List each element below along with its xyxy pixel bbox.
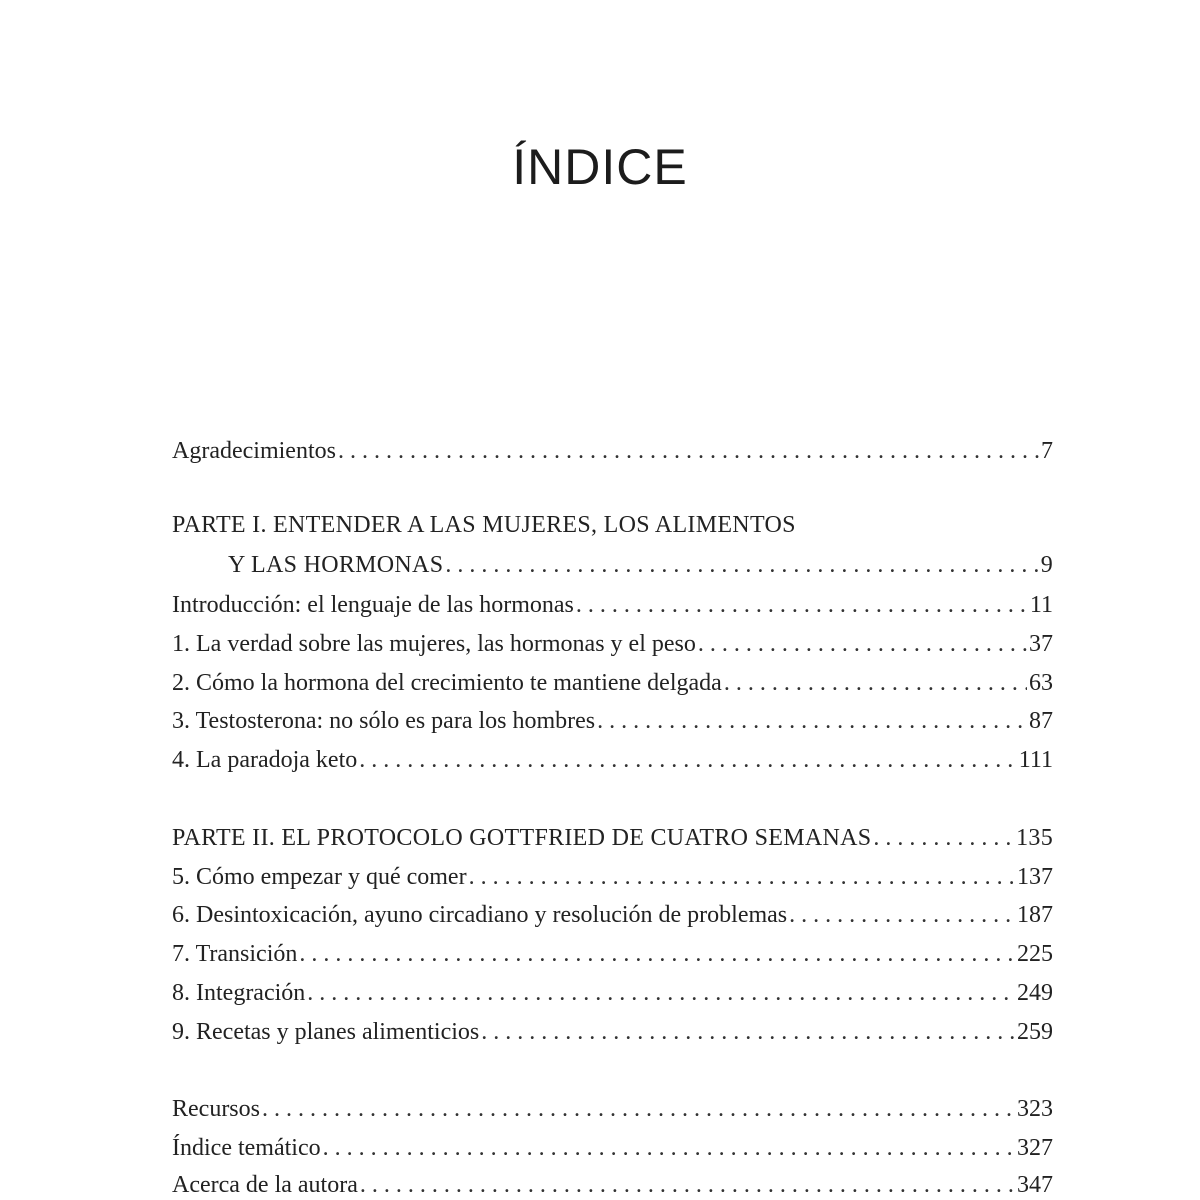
dot-leader (307, 978, 1015, 1008)
toc-entry-label: 3. Testosterona: no sólo es para los hombres (172, 708, 596, 734)
toc-entry-part1 (172, 550, 1053, 580)
toc-entry-page: 63 (1029, 670, 1053, 696)
toc-entry-page: 249 (1017, 980, 1053, 1006)
toc-entry-label: PARTE II. EL PROTOCOLO GOTTFRIED DE CUATRO SEMANAS (172, 825, 872, 851)
toc-entry-label: 4. La paradoja keto (172, 747, 358, 773)
dot-leader (724, 668, 1027, 698)
dot-leader (445, 550, 1038, 580)
toc-entry-label: Introducción: el lenguaje de las hormonas (172, 592, 574, 618)
toc-entry-label: 2. Cómo la hormona del crecimiento te mantiene delgada (172, 670, 722, 696)
toc-entry-label: 8. Integración (172, 980, 306, 1006)
dot-leader (481, 1017, 1015, 1047)
toc-entry-label: Índice temático (172, 1135, 321, 1161)
part1-heading-line1: PARTE I. ENTENDER A LAS MUJERES, LOS ALIMENTOS (172, 512, 796, 538)
toc-entry-label: 7. Transición (172, 941, 298, 967)
toc-entry-page: 87 (1029, 708, 1053, 734)
toc-entry-autora (172, 1170, 1053, 1200)
dot-leader (323, 1133, 1015, 1163)
dot-leader (873, 823, 1014, 853)
dot-leader (789, 900, 1015, 930)
toc-entry-label: Acerca de la autora (172, 1172, 358, 1198)
toc-entry-part2 (172, 823, 1053, 853)
toc-entry-page: 187 (1017, 902, 1053, 928)
toc-entry-page: 347 (1017, 1172, 1053, 1198)
dot-leader (262, 1094, 1015, 1124)
toc-entry-label: Agradecimientos (172, 438, 336, 464)
toc-entry-page: 225 (1017, 941, 1053, 967)
toc-entry-page: 111 (1018, 747, 1053, 773)
toc-entry-page: 323 (1017, 1096, 1053, 1122)
dot-leader (299, 939, 1015, 969)
dot-leader (338, 436, 1039, 466)
toc-entry-label: 9. Recetas y planes alimenticios (172, 1019, 480, 1045)
dot-leader (576, 590, 1028, 620)
toc-entry-label: 1. La verdad sobre las mujeres, las hormonas y el peso (172, 631, 696, 657)
toc-entry-label: Recursos (172, 1096, 260, 1122)
dot-leader (469, 862, 1015, 892)
toc-entry-page: 9 (1040, 552, 1053, 578)
toc-entry-page: 11 (1029, 592, 1053, 618)
toc-entry-ch4 (172, 745, 1053, 775)
dot-leader (359, 745, 1017, 775)
toc-entry-recursos (172, 1094, 1053, 1124)
toc-entry-indice-tematico (172, 1133, 1053, 1163)
part1-heading-line2: Y LAS HORMONAS (228, 552, 444, 578)
dot-leader (597, 706, 1027, 736)
toc-entry-ch3 (172, 706, 1053, 736)
toc-entry-ch8 (172, 978, 1053, 1008)
dot-leader (360, 1170, 1015, 1200)
toc-entry-page: 7 (1041, 438, 1053, 464)
toc-entry-ch7 (172, 939, 1053, 969)
dot-leader (698, 629, 1027, 659)
toc-entry-ch2 (172, 668, 1053, 698)
toc-entry-intro (172, 590, 1053, 620)
toc-entry-ch1 (172, 629, 1053, 659)
page-title: ÍNDICE (512, 139, 688, 195)
toc-entry-label: 5. Cómo empezar y qué comer (172, 864, 467, 890)
toc-entry-ch5 (172, 862, 1053, 892)
toc-entry-page: 137 (1017, 864, 1053, 890)
toc-entry-ch9 (172, 1017, 1053, 1047)
toc-entry-page: 135 (1016, 825, 1053, 851)
toc-entry-page: 259 (1017, 1019, 1053, 1045)
toc-entry-agradecimientos (172, 436, 1053, 466)
toc-entry-label: 6. Desintoxicación, ayuno circadiano y resolución de problemas (172, 902, 788, 928)
toc-entry-page: 37 (1029, 631, 1053, 657)
toc-entry-ch6 (172, 900, 1053, 930)
toc-entry-page: 327 (1017, 1135, 1053, 1161)
